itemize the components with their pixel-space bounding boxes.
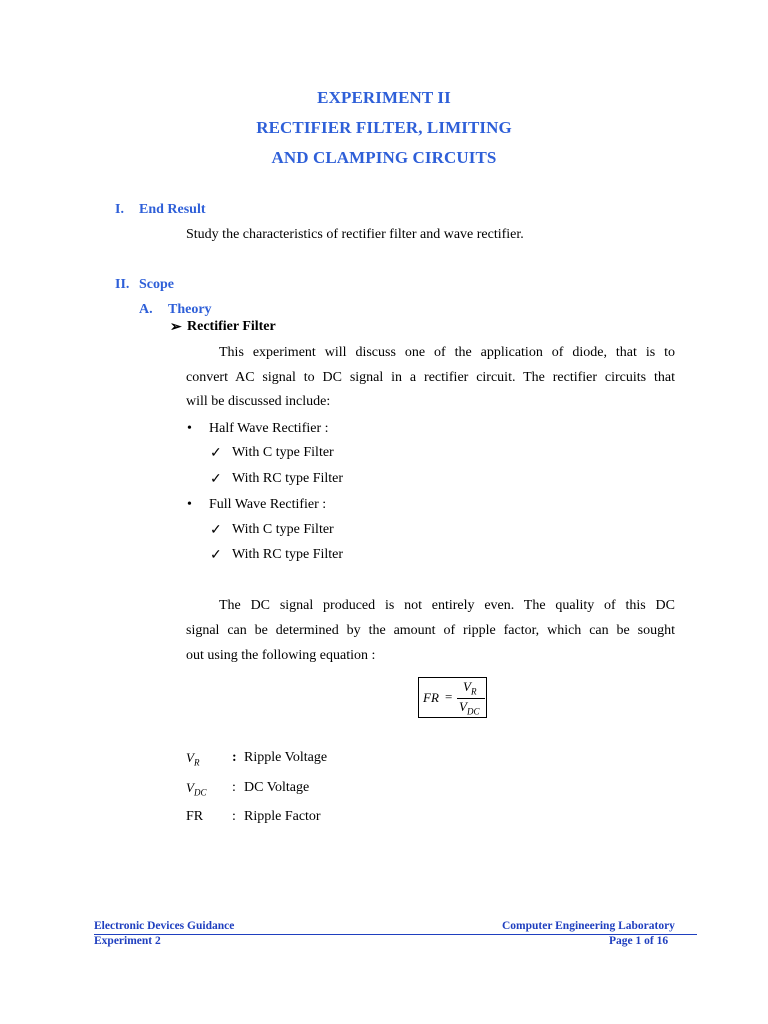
list-label-half-wave: Half Wave Rectifier : — [209, 421, 329, 436]
definition-colon: : — [232, 780, 236, 795]
footer-divider — [94, 934, 697, 935]
paragraph-1-line-3: will be discussed include: — [186, 394, 331, 409]
experiment-subtitle-line-1: RECTIFIER FILTER, LIMITING — [256, 118, 512, 137]
list-item: With RC type Filter — [232, 547, 344, 562]
formula-denominator: $V_{DC}$ — [459, 699, 480, 717]
ripple-factor-formula — [418, 677, 487, 718]
paragraph-2-line-3: out using the following equation : — [186, 648, 376, 663]
definition-symbol-vdc: $V_{DC}$ — [186, 780, 207, 798]
section-1-number: I. — [115, 202, 124, 217]
subsection-a-heading: Theory — [168, 302, 212, 317]
checkmark-icon: ✓ — [210, 446, 222, 461]
paragraph-2-line-1: The DC signal produced is not entirely even. The quality of this DC — [219, 598, 675, 613]
definition-symbol-vr: $V_R$ — [186, 750, 200, 768]
definition-symbol-fr: FR — [186, 809, 204, 824]
subsection-a-letter: A. — [139, 302, 153, 317]
footer-right-top: Computer Engineering Laboratory — [502, 920, 675, 932]
definition-colon: : — [232, 809, 236, 824]
checkmark-icon: ✓ — [210, 548, 222, 563]
list-item: With C type Filter — [232, 445, 334, 460]
definition-text-fr: Ripple Factor — [244, 809, 321, 824]
formula-lhs: FR — [423, 690, 439, 705]
list-item: With C type Filter — [232, 522, 334, 537]
experiment-title: EXPERIMENT II — [317, 88, 451, 107]
definition-text-vr: Ripple Voltage — [244, 750, 328, 765]
list-item: With RC type Filter — [232, 471, 344, 486]
topic-heading: Rectifier Filter — [187, 319, 276, 334]
formula-numerator: $V_R$ — [463, 679, 477, 697]
paragraph-1-line-1: This experiment will discuss one of the application of diode, that is to — [219, 345, 675, 360]
arrow-bullet-icon: ➢ — [170, 320, 182, 335]
definition-colon: : — [232, 750, 237, 765]
bullet-icon: • — [187, 421, 192, 436]
footer-left-bottom: Experiment 2 — [94, 935, 161, 947]
section-2-number: II. — [115, 277, 130, 292]
formula-equals: = — [445, 689, 453, 704]
paragraph-2-line-2: signal can be determined by the amount of ripple factor, which can be sought — [186, 623, 675, 638]
definition-text-vdc: DC Voltage — [244, 780, 310, 795]
experiment-subtitle-line-2: AND CLAMPING CIRCUITS — [271, 148, 497, 167]
list-label-full-wave: Full Wave Rectifier : — [209, 497, 327, 512]
paragraph-1-line-2: convert AC signal to DC signal in a rectifier circuit. The rectifier circuits that — [186, 370, 675, 385]
section-1-heading: End Result — [139, 202, 206, 217]
section-1-text: Study the characteristics of rectifier filter and wave rectifier. — [186, 227, 524, 242]
footer-page-number: Page 1 of 16 — [609, 935, 669, 947]
checkmark-icon: ✓ — [210, 523, 222, 538]
bullet-icon: • — [187, 497, 192, 512]
footer-left-top: Electronic Devices Guidance — [94, 920, 235, 932]
section-2-heading: Scope — [139, 277, 174, 292]
checkmark-icon: ✓ — [210, 472, 222, 487]
